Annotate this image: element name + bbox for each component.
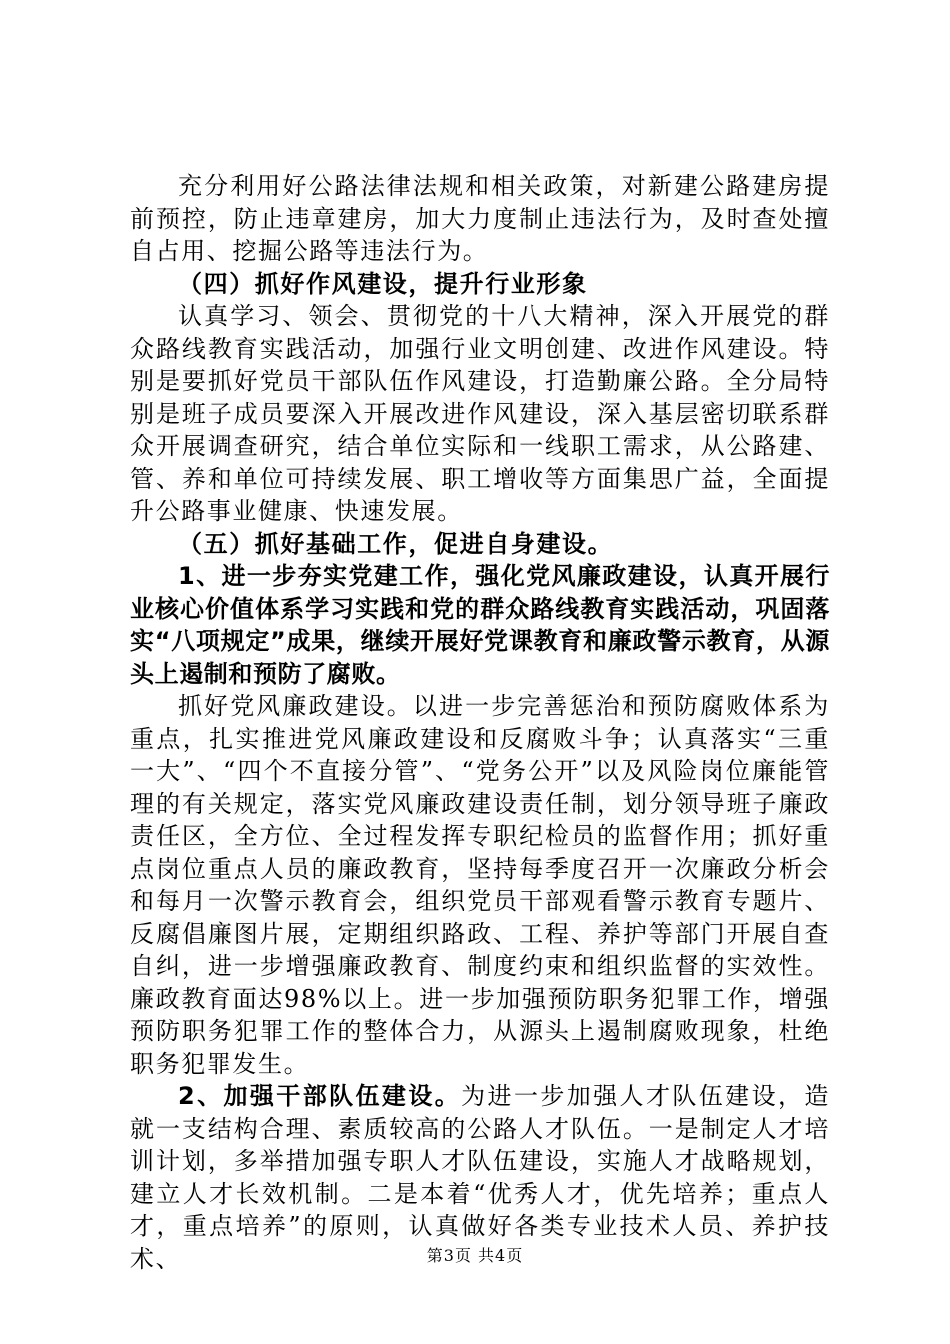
section-heading-4: （四）抓好作风建设，提升行业形象	[178, 269, 588, 298]
document-body	[130, 170, 830, 1275]
paragraph-party-building: 1、进一步夯实党建工作，强化党风廉政建设，认真开展行业核心价值体系学习实践和党的群众路线教育实践活动，巩固落实“八项规定”成果，继续开展好党课教育和廉政警示教育，从源头上遏制和预防了腐败。	[130, 562, 830, 688]
paragraph-anti-corruption: 抓好党风廉政建设。以进一步完善惩治和预防腐败体系为重点，扎实推进党风廉政建设和反腐败斗争；认真落实“三重一大”、“四个不直接分管”、“党务公开”以及风险岗位廉能管理的有关规定，落实党风廉政建设责任制，划分领导班子廉政责任区，全方位、全过程发挥专职纪检员的监督作用；抓好重点岗位重点人员的廉政教育，坚持每季度召开一次廉政分析会和每月一次警示教育会，组织党员干部观看警示教育专题片、反腐倡廉图片展，定期组织路政、工程、养护等部门开展自查自纠，进一步增强廉政教育、制度约束和组织监督的实效性。廉政教育面达98%以上。进一步加强预防职务犯罪工作，增强预防职务犯罪工作的整体合力，从源头上遏制腐败现象，杜绝职务犯罪发生。	[130, 692, 830, 1078]
paragraph-work-style: 认真学习、领会、贯彻党的十八大精神，深入开展党的群众路线教育实践活动，加强行业文明创建、改进作风建设。特别是要抓好党员干部队伍作风建设，打造勤廉公路。全分局特别是班子成员要深入开展改进作风建设，深入基层密切联系群众开展调查研究，结合单位实际和一线职工需求，从公路建、管、养和单位可持续发展、职工增收等方面集思广益，全面提升公路事业健康、快速发展。	[130, 302, 830, 525]
section-heading-5: （五）抓好基础工作，促进自身建设。	[178, 529, 614, 558]
paragraph-road-law: 充分利用好公路法律法规和相关政策，对新建公路建房提前预控，防止违章建房，加大力度制止违法行为，及时查处擅自占用、挖掘公路等违法行为。	[130, 172, 830, 265]
paragraph-cadre-team-text: 为进一步加强人才队伍建设，造就一支结构合理、素质较高的公路人才队伍。一是制定人才培训计划，多举措加强专职人才队伍建设，实施人才战略规划，建立人才长效机制。二是本着“优秀人才，优先培养；重点人才，重点培养”的原则，认真做好各类专业技术人员、养护技术、	[130, 1082, 830, 1273]
paragraph-cadre-team-lead: 2、加强干部队伍建设。	[178, 1082, 462, 1110]
page-footer: 第3页 共4页	[426, 1246, 524, 1265]
